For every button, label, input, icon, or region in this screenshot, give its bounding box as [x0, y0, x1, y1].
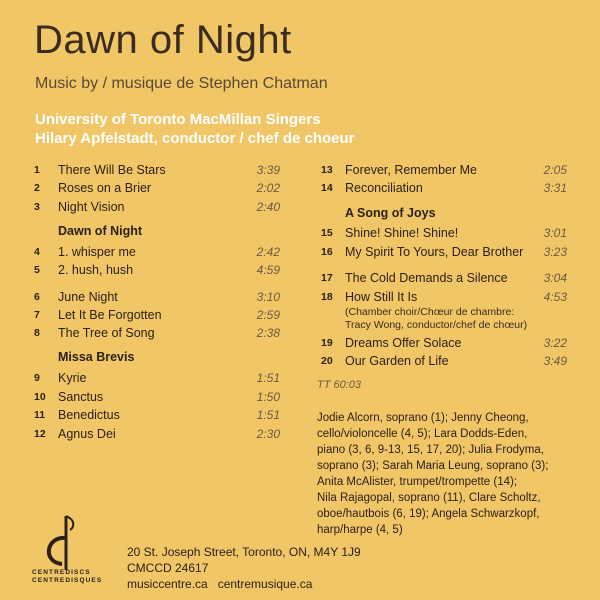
track-row [321, 334, 567, 352]
track-title: Agnus Dei [58, 427, 116, 441]
credit-line: piano (3, 6, 9-13, 15, 17, 20); Julia Frodyma, [317, 444, 544, 456]
track-18-note [345, 306, 527, 332]
track-title: Shine! Shine! Shine! [345, 226, 459, 240]
track-row [34, 388, 280, 406]
track-number: 4 [34, 246, 40, 258]
track-title: Reconciliation [345, 181, 423, 195]
track-duration: 2:30 [256, 427, 280, 441]
section-heading-missa-brevis: Missa Brevis [58, 350, 135, 364]
track-duration: 3:01 [543, 226, 567, 240]
track-title: The Cold Demands a Silence [345, 271, 508, 285]
track-row [321, 288, 567, 306]
track-row [34, 425, 280, 443]
track-title: Benedictus [58, 408, 120, 422]
track-duration: 4:59 [256, 263, 280, 277]
credit-line: Anita McAlister, trumpet/trompette (14); [317, 476, 518, 488]
track-row [321, 243, 567, 261]
track-title: 1. whisper me [58, 245, 136, 259]
section-heading-dawn-of-night: Dawn of Night [58, 224, 143, 238]
track-number: 5 [34, 264, 40, 276]
track-duration: 3:23 [543, 245, 567, 259]
track-number: 2 [34, 182, 40, 194]
track-number: 12 [34, 428, 46, 440]
track-row [34, 288, 280, 306]
track-row [34, 179, 280, 197]
track-title: Our Garden of Life [345, 354, 449, 368]
credit-line: Nila Rajagopal, soprano (11), Clare Scholtz, [317, 492, 541, 504]
track-number: 11 [34, 409, 46, 421]
track-title: The Tree of Song [58, 326, 155, 340]
track-number: 14 [321, 182, 333, 194]
track-number: 17 [321, 272, 333, 284]
track-row [34, 198, 280, 216]
track-duration: 2:42 [256, 245, 280, 259]
track-number: 8 [34, 327, 40, 339]
track-title: Sanctus [58, 390, 104, 404]
track-title: Let It Be Forgotten [58, 308, 162, 322]
note-line: Tracy Wong, conductor/chef de chœur) [345, 319, 528, 331]
address: 20 St. Joseph Street, Toronto, ON, M4Y 1J9 [127, 545, 361, 559]
track-title: Dreams Offer Solace [345, 336, 462, 350]
track-title: How Still It Is [345, 290, 418, 304]
track-duration: 1:51 [256, 408, 280, 422]
track-title: My Spirit To Yours, Dear Brother [345, 245, 524, 259]
track-number: 7 [34, 309, 40, 321]
credit-line: soprano (3); Sarah Maria Leung, soprano (3); [317, 460, 549, 472]
track-row [34, 306, 280, 324]
catalog-number: CMCCD 24617 [127, 561, 209, 575]
track-row [321, 224, 567, 242]
track-title: Roses on a Brier [58, 181, 152, 195]
track-number: 16 [321, 246, 333, 258]
total-time: TT 60:03 [317, 379, 362, 391]
track-duration: 3:22 [543, 336, 567, 350]
note-line: (Chamber choir/Chœur de chambre: [345, 306, 515, 318]
track-duration: 1:50 [256, 390, 280, 404]
track-duration: 3:49 [543, 354, 567, 368]
track-title: There Will Be Stars [58, 163, 166, 177]
section-heading-song-of-joys: A Song of Joys [345, 206, 436, 220]
track-duration: 4:53 [543, 290, 567, 304]
left-tracklist [34, 0, 280, 600]
credit-line: oboe/hautbois (6, 19); Angela Schwarzkopf, [317, 508, 540, 520]
track-duration: 3:39 [256, 163, 280, 177]
track-row [321, 161, 567, 179]
logo-line: CENTREDISQUES [32, 577, 103, 584]
track-title: Kyrie [58, 371, 87, 385]
track-row [34, 243, 280, 261]
track-title: Night Vision [58, 200, 125, 214]
composer-credit: Music by / musique de Stephen Chatman [35, 75, 328, 92]
websites: musiccentre.ca centremusique.ca [127, 577, 313, 591]
track-duration: 2:05 [543, 163, 567, 177]
track-number: 19 [321, 337, 333, 349]
track-number: 10 [34, 391, 46, 403]
track-duration: 2:40 [256, 200, 280, 214]
track-row [321, 269, 567, 287]
track-row [34, 161, 280, 179]
track-duration: 2:38 [256, 326, 280, 340]
track-number: 15 [321, 227, 333, 239]
track-number: 20 [321, 355, 333, 367]
track-duration: 1:51 [256, 371, 280, 385]
track-row [34, 261, 280, 279]
track-row [34, 406, 280, 424]
track-number: 9 [34, 372, 40, 384]
track-number: 18 [321, 291, 333, 303]
track-number: 6 [34, 291, 40, 303]
logo-wordmark [32, 569, 112, 585]
track-duration: 2:59 [256, 308, 280, 322]
track-row [34, 324, 280, 342]
credit-line: harp/harpe (4, 5) [317, 524, 403, 536]
track-row [34, 369, 280, 387]
track-row [321, 179, 567, 197]
track-title: Forever, Remember Me [345, 163, 477, 177]
album-title: Dawn of Night [34, 18, 292, 62]
track-duration: 3:31 [543, 181, 567, 195]
track-title: June Night [58, 290, 118, 304]
credit-line: cello/violoncelle (4, 5); Lara Dodds-Eden, [317, 428, 528, 440]
track-duration: 3:10 [256, 290, 280, 304]
credit-line: Jodie Alcorn, soprano (1); Jenny Cheong, [317, 412, 529, 424]
logo-line: CENTREDISCS [32, 569, 91, 576]
choir-name: University of Toronto MacMillan Singers [35, 111, 321, 128]
track-row [321, 352, 567, 370]
footer-info [127, 544, 361, 592]
track-number: 13 [321, 164, 333, 176]
track-duration: 3:04 [543, 271, 567, 285]
track-title: 2. hush, hush [58, 263, 134, 277]
soloist-credits [317, 410, 585, 538]
track-number: 3 [34, 201, 40, 213]
track-number: 1 [34, 164, 40, 176]
track-duration: 2:02 [256, 181, 280, 195]
conductor-name: Hilary Apfelstadt, conductor / chef de choeur [35, 130, 355, 147]
